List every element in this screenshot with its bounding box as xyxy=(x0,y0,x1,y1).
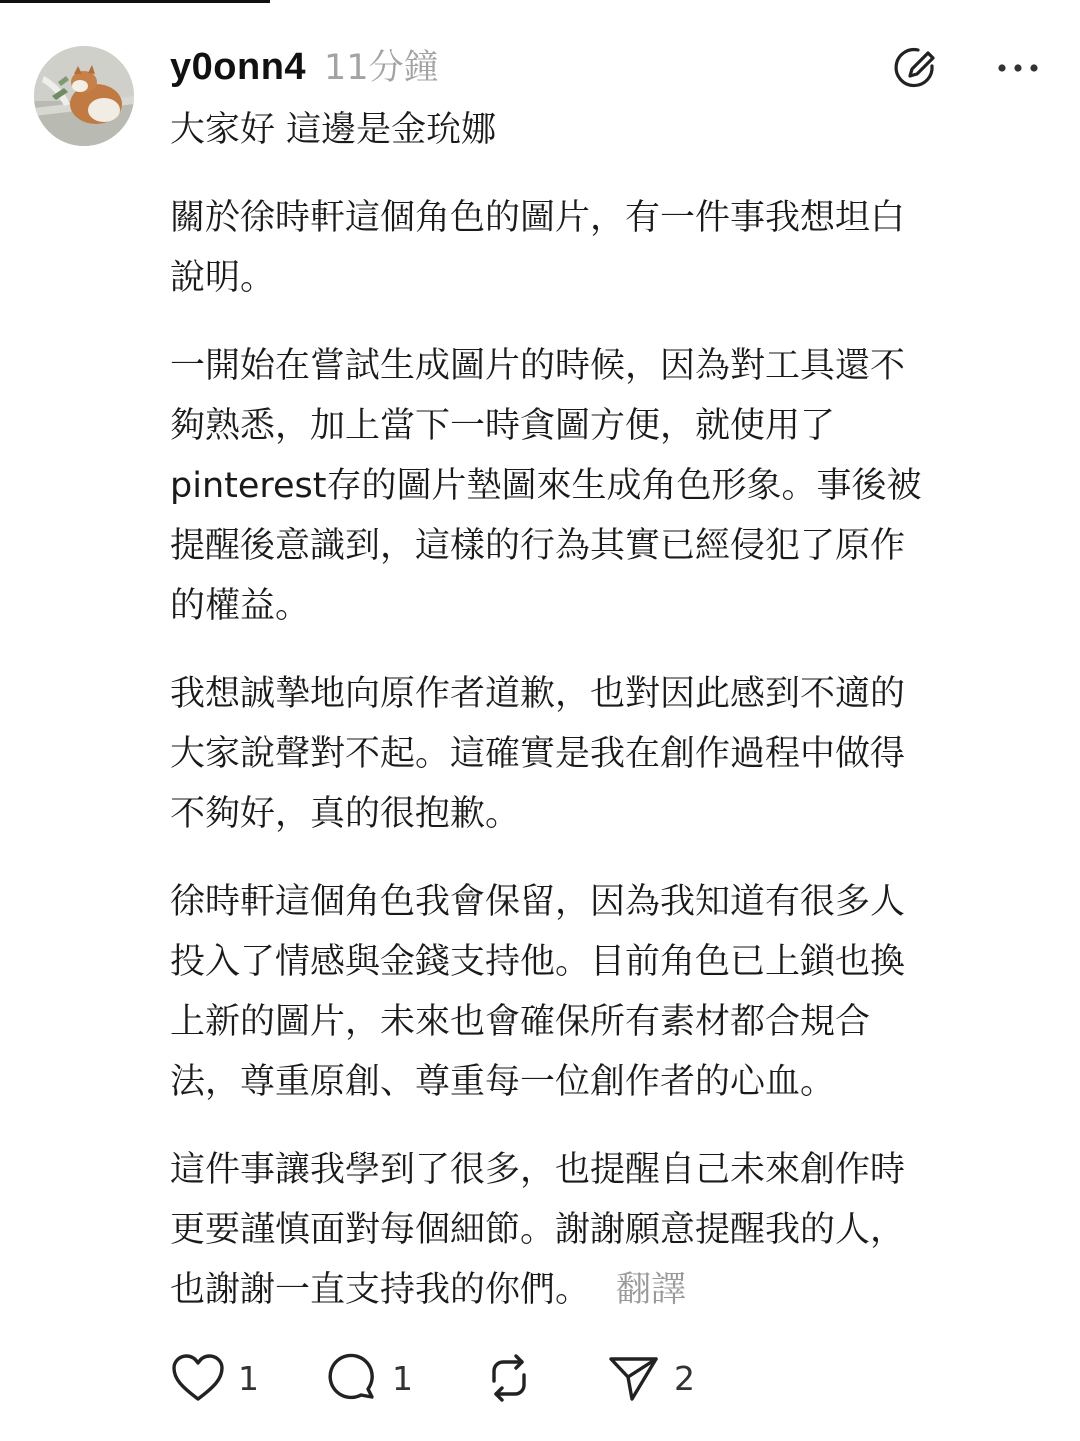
top-divider xyxy=(0,0,270,3)
comment-count: 1 xyxy=(392,1358,413,1398)
post-paragraph: 大家好 這邊是金玧娜 xyxy=(170,110,497,150)
edit-circle-icon xyxy=(892,44,940,92)
post-paragraph: 關於徐時軒這個角色的圖片，有一件事我想坦白 說明。 xyxy=(170,198,906,298)
post-last-paragraph-text: 這件事讓我學到了很多，也提醒自己未來創作時 更要謹慎面對每個細節。謝謝願意提醒我的人， 也謝謝一直支持我的你們。 xyxy=(170,1150,906,1310)
username[interactable]: y0onn4 xyxy=(170,46,307,88)
more-options-button[interactable] xyxy=(996,50,1040,86)
edit-button[interactable] xyxy=(892,44,940,92)
send-icon xyxy=(606,1351,662,1405)
post-paragraph: 徐時軒這個角色我會保留，因為我知道有很多人 投入了情感與金錢支持他。目前角色已上鎖也換 上新的圖片，未來也會確保所有素材都合規合 法，尊重原創、尊重每一位創作者的心血。 xyxy=(170,882,906,1102)
post-paragraph: 我想誠摯地向原作者道歉，也對因此感到不適的 大家說聲對不起。這確實是我在創作過程中做得 不夠好，真的很抱歉。 xyxy=(170,674,906,834)
post-last-paragraph xyxy=(170,1140,1030,1320)
action-bar xyxy=(170,1348,870,1408)
like-button[interactable] xyxy=(170,1348,259,1408)
avatar[interactable] xyxy=(34,46,134,146)
share-count: 2 xyxy=(674,1358,695,1398)
repost-icon xyxy=(482,1351,536,1405)
comment-bubble-icon xyxy=(326,1351,380,1405)
translate-link[interactable]: 翻譯 xyxy=(616,1270,687,1310)
comment-button[interactable] xyxy=(326,1348,413,1408)
post-header xyxy=(170,40,439,96)
repost-button[interactable] xyxy=(482,1348,536,1408)
post-body xyxy=(170,100,1030,1348)
timestamp: 11分鐘 xyxy=(324,48,439,88)
like-count: 1 xyxy=(238,1358,259,1398)
more-dots-icon xyxy=(996,50,1040,86)
share-button[interactable] xyxy=(606,1348,695,1408)
post-paragraph: 一開始在嘗試生成圖片的時候，因為對工具還不 夠熟悉，加上當下一時貪圖方便，就使用了 pinterest存的圖片墊圖來生成角色形象。事後被 提醒後意識到，這樣的行為其實已經侵犯了原作 的權益。 xyxy=(170,346,922,626)
heart-icon xyxy=(170,1352,226,1404)
avatar-photo-icon xyxy=(34,46,134,146)
